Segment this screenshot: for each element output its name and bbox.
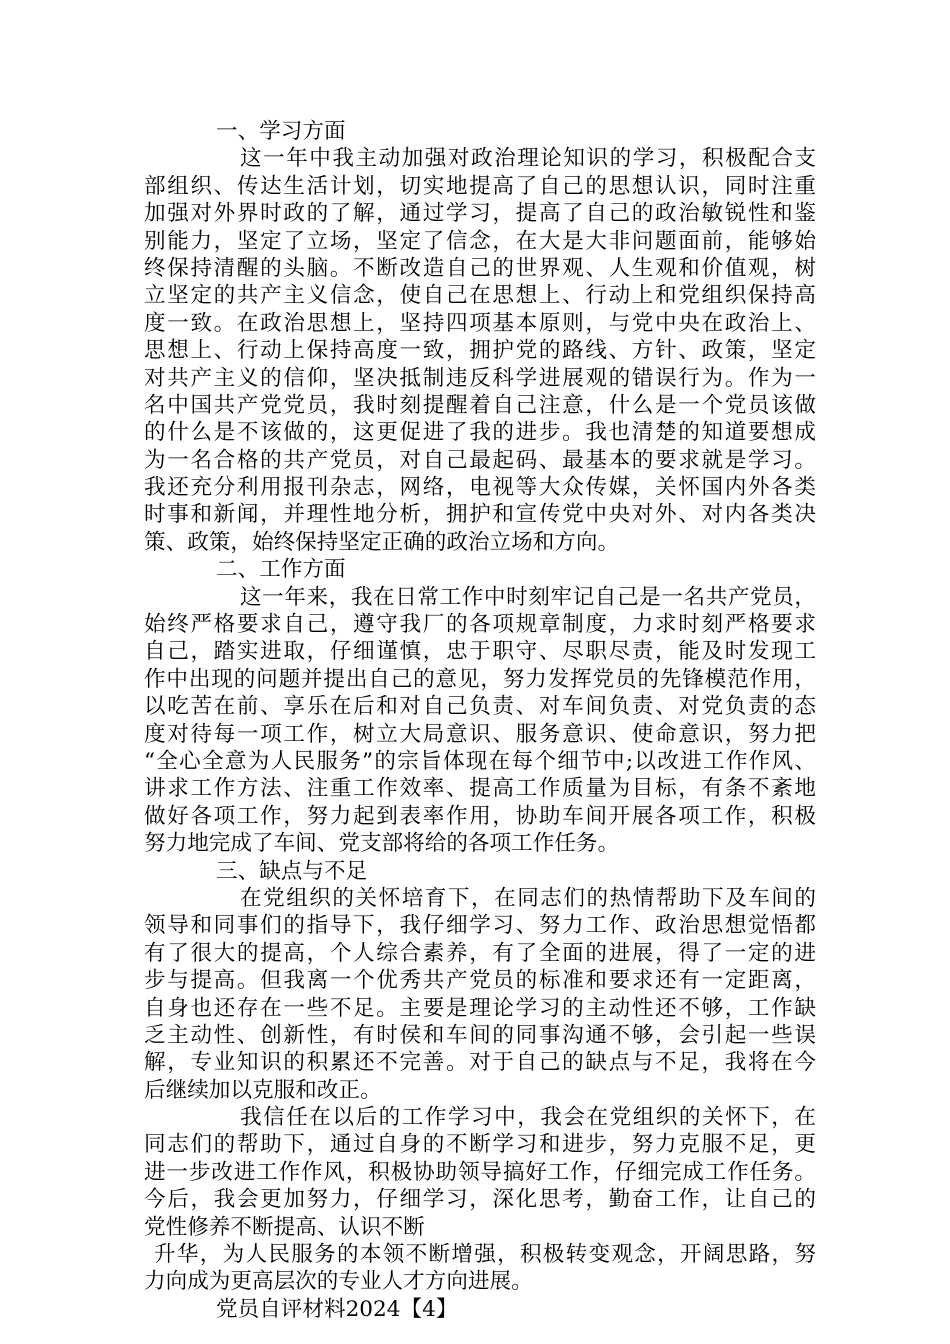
paragraph-line: 后继续加以克服和改正。 — [144, 1077, 382, 1103]
paragraph-line: 为一名合格的共产党员，对自己最起码、最基本的要求就是学习。 — [144, 447, 816, 473]
paragraph-line: 的什么是不该做的，这更促进了我的进步。我也清楚的知道要想成 — [144, 420, 816, 446]
paragraph-line: 部组织、传达生活计划，切实地提高了自己的思想认识，同时注重 — [144, 173, 816, 199]
paragraph-line: “全心全意为人民服务”的宗旨体现在每个细节中;以改进工作作风、 — [144, 748, 816, 774]
paragraph-line: 有了很大的提高，个人综合素养，有了全面的进展，得了一定的进 — [144, 940, 816, 966]
paragraph-line: 这一年中我主动加强对政治理论知识的学习，积极配合支 — [240, 146, 816, 172]
paragraph-line: 思想上、行动上保持高度一致，拥护党的路线、方针、政策，坚定 — [144, 338, 816, 364]
section-heading-shortcomings: 三、缺点与不足 — [216, 858, 368, 884]
paragraph-line: 我信任在以后的工作学习中，我会在党组织的关怀下，在 — [240, 1105, 816, 1131]
paragraph-line: 力向成为更高层次的专业人才方向进展。 — [144, 1269, 533, 1295]
paragraph-line: 党性修养不断提高、认识不断 — [144, 1214, 425, 1240]
paragraph-line: 讲求工作方法、注重工作效率、提高工作质量为目标，有条不紊地 — [144, 776, 816, 802]
paragraph-line: 领导和同事们的指导下，我仔细学习、努力工作、政治思想觉悟都 — [144, 913, 816, 939]
paragraph-line: 加强对外界时政的了解，通过学习，提高了自己的政治敏锐性和鉴 — [144, 201, 816, 227]
paragraph-line: 名中国共产党党员，我时刻提醒着自己注意，什么是一个党员该做 — [144, 392, 816, 418]
paragraph-line: 对共产主义的信仰，坚决抵制违反科学进展观的错误行为。作为一 — [144, 365, 816, 391]
paragraph-line: 度对待每一项工作，树立大局意识、服务意识、使命意识，努力把 — [144, 721, 816, 747]
paragraph-line: 同志们的帮助下，通过自身的不断学习和进步，努力克服不足，更 — [144, 1132, 816, 1158]
paragraph-line: 策、政策，始终保持坚定正确的政治立场和方向。 — [144, 529, 620, 555]
paragraph-line: 努力地完成了车间、党支部将给的各项工作任务。 — [144, 831, 620, 857]
paragraph-line: 做好各项工作，努力起到表率作用，协助车间开展各项工作，积极 — [144, 803, 816, 829]
paragraph-line: 时事和新闻，并理性地分析，拥护和宣传党中央对外、对内各类决 — [144, 502, 816, 528]
paragraph-line: 度一致。在政治思想上，坚持四项基本原则，与党中央在政治上、 — [144, 310, 816, 336]
paragraph-line: 在党组织的关怀培育下，在同志们的热情帮助下及车间的 — [240, 885, 816, 911]
paragraph-line: 今后，我会更加努力，仔细学习，深化思考，勤奋工作，让自己的 — [144, 1187, 816, 1213]
paragraph-line: 这一年来，我在日常工作中时刻牢记自己是一名共产党员， — [240, 584, 816, 610]
paragraph-line: 自身也还存在一些不足。主要是理论学习的主动性还不够，工作缺 — [144, 995, 816, 1021]
paragraph-line: 作中出现的问题并提出自己的意见，努力发挥党员的先锋模范作用， — [144, 666, 816, 692]
paragraph-line: 以吃苦在前、享乐在后和对自己负责、对车间负责、对党负责的态 — [144, 694, 816, 720]
section-heading-work: 二、工作方面 — [216, 557, 346, 583]
paragraph-line: 立坚定的共产主义信念，使自己在思想上、行动上和党组织保持高 — [144, 283, 816, 309]
paragraph-line: 解，专业知识的积累还不完善。对于自己的缺点与不足，我将在今 — [144, 1050, 816, 1076]
next-document-title: 党员自评材料2024【4】 — [216, 1296, 458, 1322]
paragraph-line: 升华，为人民服务的本领不断增强，积极转变观念，开阔思路，努 — [154, 1242, 816, 1268]
paragraph-line: 自己，踏实进取，仔细谨慎，忠于职守、尽职尽责，能及时发现工 — [144, 639, 816, 665]
paragraph-line: 乏主动性、创新性，有时侯和车间的同事沟通不够，会引起一些误 — [144, 1022, 816, 1048]
paragraph-line: 始终严格要求自己，遵守我厂的各项规章制度，力求时刻严格要求 — [144, 612, 816, 638]
paragraph-line: 步与提高。但我离一个优秀共产党员的标准和要求还有一定距离， — [144, 968, 816, 994]
paragraph-line: 终保持清醒的头脑。不断改造自己的世界观、人生观和价值观，树 — [144, 255, 816, 281]
section-heading-study: 一、学习方面 — [216, 119, 346, 144]
paragraph-line: 进一步改进工作作风，积极协助领导搞好工作，仔细完成工作任务。 — [144, 1159, 816, 1185]
paragraph-line: 我还充分利用报刊杂志，网络，电视等大众传媒，关怀国内外各类 — [144, 475, 816, 501]
paragraph-line: 别能力，坚定了立场，坚定了信念，在大是大非问题面前，能够始 — [144, 228, 816, 254]
document-page — [144, 118, 816, 1323]
